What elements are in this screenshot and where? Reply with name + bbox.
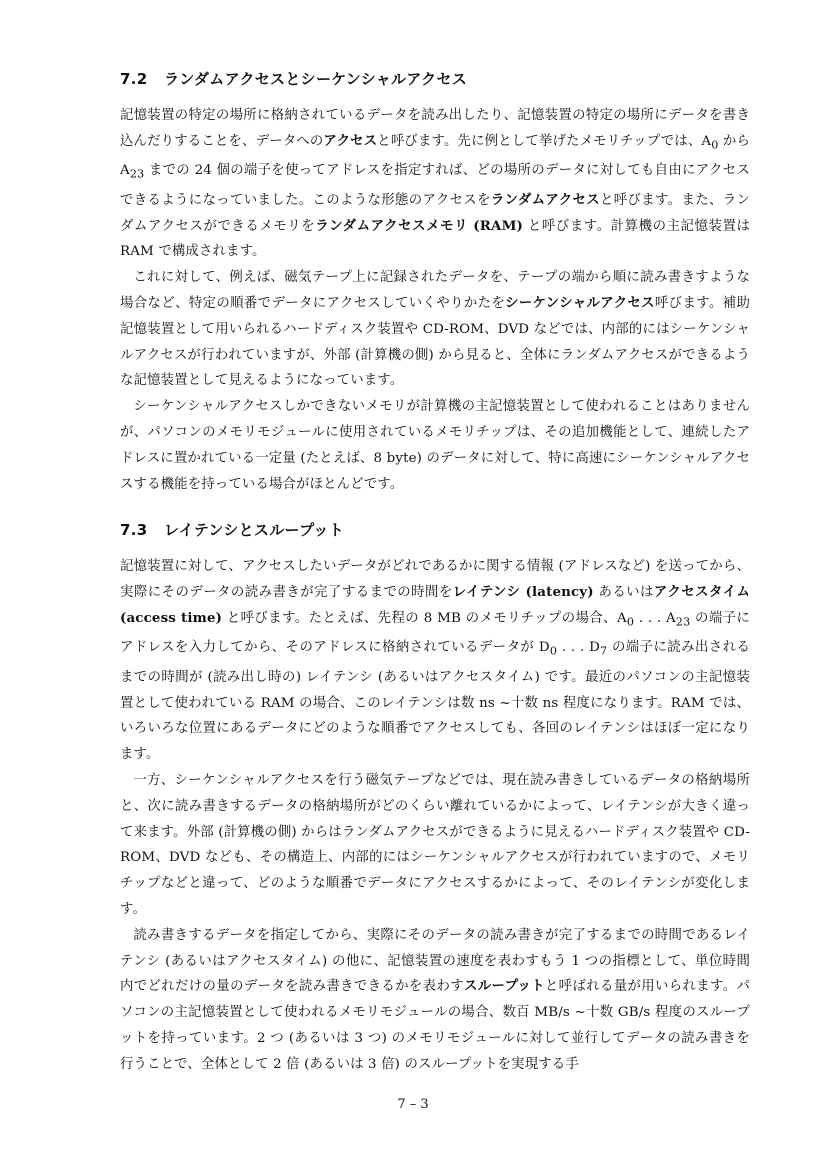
text-run: 記憶装置に対して、アクセスしたいデータがどれであるかに関する情報 (アドレスなど) を送ってから、実際にそのデータの読み書きが完了するまでの時間を (120, 559, 750, 601)
text-run: 記憶装置の特定の場所に格納されているデータを読み出したり、記憶装置の特定の場所にデータを書き込んだりすることを、データへの (120, 108, 750, 149)
text-run: と呼びます。また、ランダムアクセスができるメモリを (120, 192, 751, 234)
subscript: 23 (675, 615, 691, 629)
paragraph (120, 554, 750, 768)
section-title: ランダムアクセスとシーケンシャルアクセス (164, 70, 468, 88)
text-run: 一方、シーケンシャルアクセスを行う磁気テープなどでは、現在読み書きしているデータの格納場所と、次に読み書きするデータの格納場所がどのくらい離れているかによって、レイテンシが大きく違って来ます。外部 (計算機の側) からはランダムアクセスができるように見えるハードディスク装置や CD-ROM、DVD なども、その構造上、内部的にはシーケンシャルアクセスが行われていますので、メモリチップなどと違って、どのような順番でデータにアクセスするかによって、そのレイテンシが変化します。 (120, 773, 750, 917)
text-run: と呼びます。先に例として挙げたメモリチップでは、A (377, 133, 712, 149)
section-gap (120, 497, 750, 511)
text-run: の端子にアドレスを入力してから、そのアドレスに格納されているデータが D (120, 610, 750, 656)
section-title: レイテンシとスループット (164, 521, 344, 540)
section-7-2 (120, 68, 750, 497)
section-number: 7.2 (120, 70, 148, 88)
paragraph (120, 923, 750, 1078)
subscript: 0 (549, 645, 558, 659)
text-run: 呼びます。補助記憶装置として用いられるハードディスク装置や CD-ROM、DVD などでは、内部的にはシーケンシャルアクセスが行われていますが、外部 (計算機の側) から見ると、全体にランダムアクセスができるような記憶装置として見えるようになっています。 (120, 295, 750, 389)
text-run: までの 24 個の端子を使ってアドレスを指定すれば、どの場所のデータに対しても自由にアクセスできるようになっていました。このような形態のアクセスを (120, 163, 750, 208)
text-run: シーケンシャルアクセスしかできないメモリが計算機の主記憶装置として使われることはありませんが、パソコンのメモリモジュールに使用されているメモリチップは、その追加機能として、連続したアドレスに置かれている一定量 (たとえば、8 byte) のデータに対して、特に高速にシーケンシャルアクセスする機能を持っている場合がほとんどです。 (120, 399, 750, 492)
text-run: あるいは (593, 585, 654, 601)
section-number: 7.3 (120, 521, 148, 540)
paragraph (120, 103, 750, 265)
text-run: . . . D (557, 640, 600, 656)
bold-term: ランダムアクセス (490, 191, 601, 208)
text-run: から A (120, 133, 750, 179)
bold-term: スループット (463, 978, 545, 995)
subscript: 0 (626, 615, 635, 629)
text-run: これに対して、例えば、磁気テープ上に記録されたデータを、テープの端から順に読み書きすような場合など、特定の順番でデータにアクセスしていくやりかたを (120, 270, 750, 311)
section-heading (120, 68, 750, 89)
bold-term: ランダムアクセスメモリ (RAM) (315, 217, 524, 234)
section-7-3 (120, 519, 750, 1077)
paragraph (120, 265, 750, 394)
bold-term: アクセス (323, 132, 378, 149)
paragraph (120, 394, 750, 497)
text-run: 読み書きするデータを指定してから、実際にそのデータの読み書きが完了するまでの時間であるレイテンシ (あるいはアクセスタイム) の他に、記憶装置の速度を表わすもう 1 つの指標として、単位時間内でどれだけの量のデータを読み書きできるかを表わす (120, 927, 750, 995)
text-run: と呼ばれる量が用いられます。パソコンの主記憶装置として使われるメモリモジュールの場合、数百 MB/s ~十数 GB/s 程度のスループットを持っています。2 つ (あるいは 3 つ) のメモリモジュールに対して並行してデータの読み書きを行うことで、全体として 2 倍 (あるいは 3 倍) のスループットを実現する手 (120, 979, 751, 1072)
text-run: . . . A (634, 610, 676, 626)
text-run: と呼びます。計算機の主記憶装置は RAM で構成されます。 (120, 218, 750, 260)
bold-term: アクセスタイム (access time) (120, 584, 750, 626)
subscript: 23 (129, 167, 145, 181)
document-page (120, 60, 750, 1078)
section-heading (120, 519, 750, 540)
subscript: 7 (600, 645, 608, 659)
bold-term: シーケンシャルアクセス (505, 294, 655, 311)
text-run: の端子に読み出されるまでの時間が (読み出し時の) レイテンシ (あるいはアクセスタイム) です。最近のパソコンの主記憶装置として使われている RAM の場合、このレイテンシは数 ns ~十数 ns 程度になります。RAM では、いろいろな位置にあるデータにどのような順番でアクセスしても、各回のレイテンシはほぼ一定になります。 (120, 640, 751, 763)
page-number: 7 – 3 (397, 1097, 429, 1112)
text-run: と呼びます。たとえば、先程の 8 MB のメモリチップの場合、A (222, 610, 627, 626)
bold-term: レイテンシ (latency) (452, 584, 594, 601)
paragraph (120, 768, 750, 923)
subscript: 0 (711, 138, 719, 152)
